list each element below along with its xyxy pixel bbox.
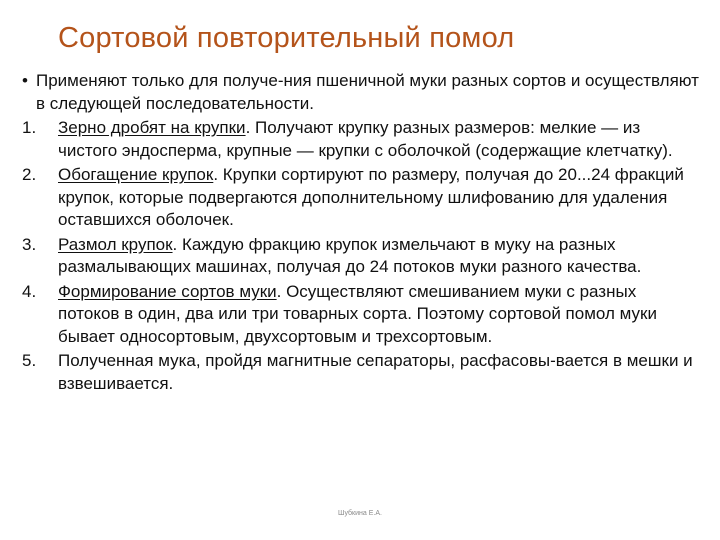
step-term: Размол крупок bbox=[58, 234, 173, 254]
step-number: 4. bbox=[22, 281, 37, 301]
step-text: . Осуществляют смешиванием муки с разных потоков в один, два или три товарных сорта. Поэтому сортовой помол муки бывает односортовым, двухсортовым и трехсортовым. bbox=[58, 281, 657, 346]
step-item-4 bbox=[22, 281, 702, 349]
step-number: 3. bbox=[22, 234, 37, 254]
step-term: Обогащение крупок bbox=[58, 165, 214, 184]
slide-content bbox=[22, 70, 702, 397]
intro-text: Применяют только для получе-ния пшеничной муки разных сортов и осуществляют в следующей последовательности. bbox=[36, 71, 699, 113]
step-item-1 bbox=[22, 117, 702, 162]
intro-bullet bbox=[22, 70, 702, 115]
step-item-2 bbox=[22, 164, 702, 232]
step-term: Формирование сортов муки bbox=[58, 281, 277, 301]
slide-title: Сортовой повторительный помол bbox=[58, 22, 515, 54]
step-number: 1. bbox=[22, 118, 37, 137]
step-text: . Получают крупку разных размеров: мелкие — из чистого эндосперма, крупные — крупки с оболочкой (содержащие клетчатку). bbox=[58, 118, 673, 160]
footer-author: Шубкина Е.А. bbox=[338, 510, 382, 517]
step-text: . Крупки сортируют по размеру, получая до 20...24 фракций крупок, которые подвергаются дополнительному шлифованию для удаления оставшихся оболочек. bbox=[58, 165, 684, 229]
step-text: Полученная мука, пройдя магнитные сепараторы, расфасовы-вается в мешки и взвешивается. bbox=[58, 351, 693, 393]
step-term: Зерно дробят на крупки bbox=[58, 118, 246, 137]
step-number: 2. bbox=[22, 165, 37, 184]
step-text: . Каждую фракцию крупок измельчают в муку на разных размалывающих машинах, получая до 24 потоков муки разного качества. bbox=[58, 234, 642, 276]
step-item-3 bbox=[22, 234, 702, 279]
bullet-marker: • bbox=[22, 71, 28, 90]
step-item-5 bbox=[22, 350, 702, 395]
step-number: 5. bbox=[22, 351, 37, 370]
